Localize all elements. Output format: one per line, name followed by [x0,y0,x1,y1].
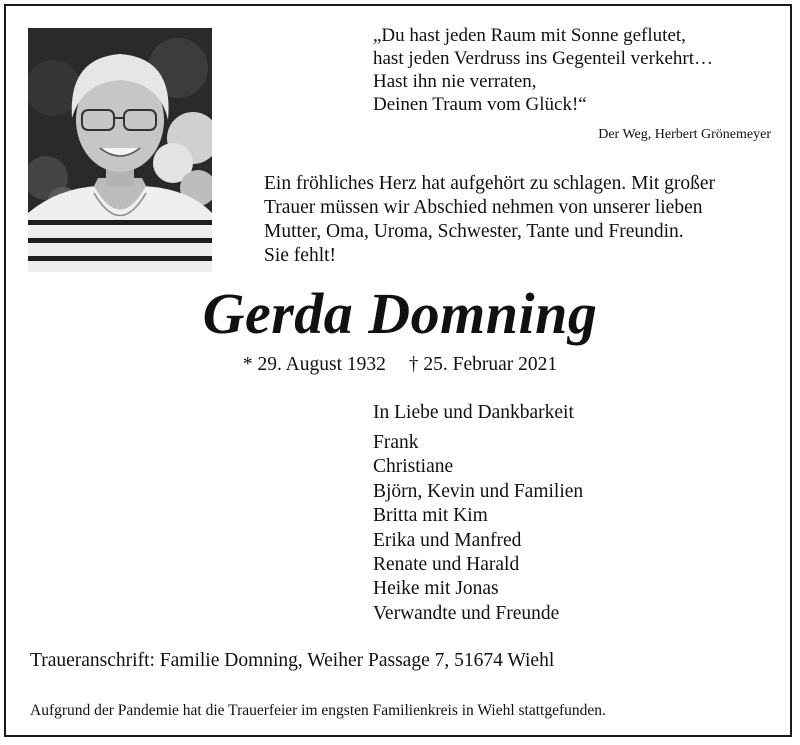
mourners-intro: In Liebe und Dankbarkeit [373,402,574,423]
quote-line: „Du hast jeden Raum mit Sonne geflutet, [373,25,686,46]
intro-line: Mutter, Oma, Uroma, Schwester, Tante und Freundin. [264,221,684,242]
intro-line: Ein fröhliches Herz hat aufgehört zu schlagen. Mit großer [264,173,716,194]
funeral-notice: Aufgrund der Pandemie hat die Trauerfeier im engsten Familienkreis in Wiehl stattgefunden. [30,702,606,719]
mourner-name: Heike mit Jonas [373,578,499,600]
intro-text [264,172,779,268]
mourning-address: Traueranschrift: Familie Domning, Weiher Passage 7, 51674 Wiehl [30,650,555,671]
portrait-photo [28,28,212,272]
mourner-name: Renate und Harald [373,554,520,576]
intro-line: Sie fehlt! [264,245,337,266]
intro-line: Trauer müssen wir Abschied nehmen von unserer lieben [264,197,703,218]
quote-block [373,24,773,116]
mourner-name: Frank [373,432,419,453]
mourner-name: Christiane [373,456,454,478]
life-dates [0,354,800,376]
mourners-list [373,431,583,626]
quote-line: Hast ihn nie verraten, [373,71,537,92]
mourner-name: Björn, Kevin und Familien [373,480,584,502]
mourner-name: Verwandte und Freunde [373,602,560,624]
mourner-name: Britta mit Kim [373,505,488,527]
quote-line: Deinen Traum vom Glück!“ [373,94,587,115]
deceased-name: Gerda Domning [202,281,598,346]
quote-source: Der Weg, Herbert Grönemeyer [598,127,771,142]
quote-line: hast jeden Verdruss ins Gegenteil verkehrt… [373,48,713,69]
mourner-name: Erika und Manfred [373,529,522,551]
death-date: † 25. Februar 2021 [408,354,558,375]
birth-date: * 29. August 1932 [242,354,386,375]
